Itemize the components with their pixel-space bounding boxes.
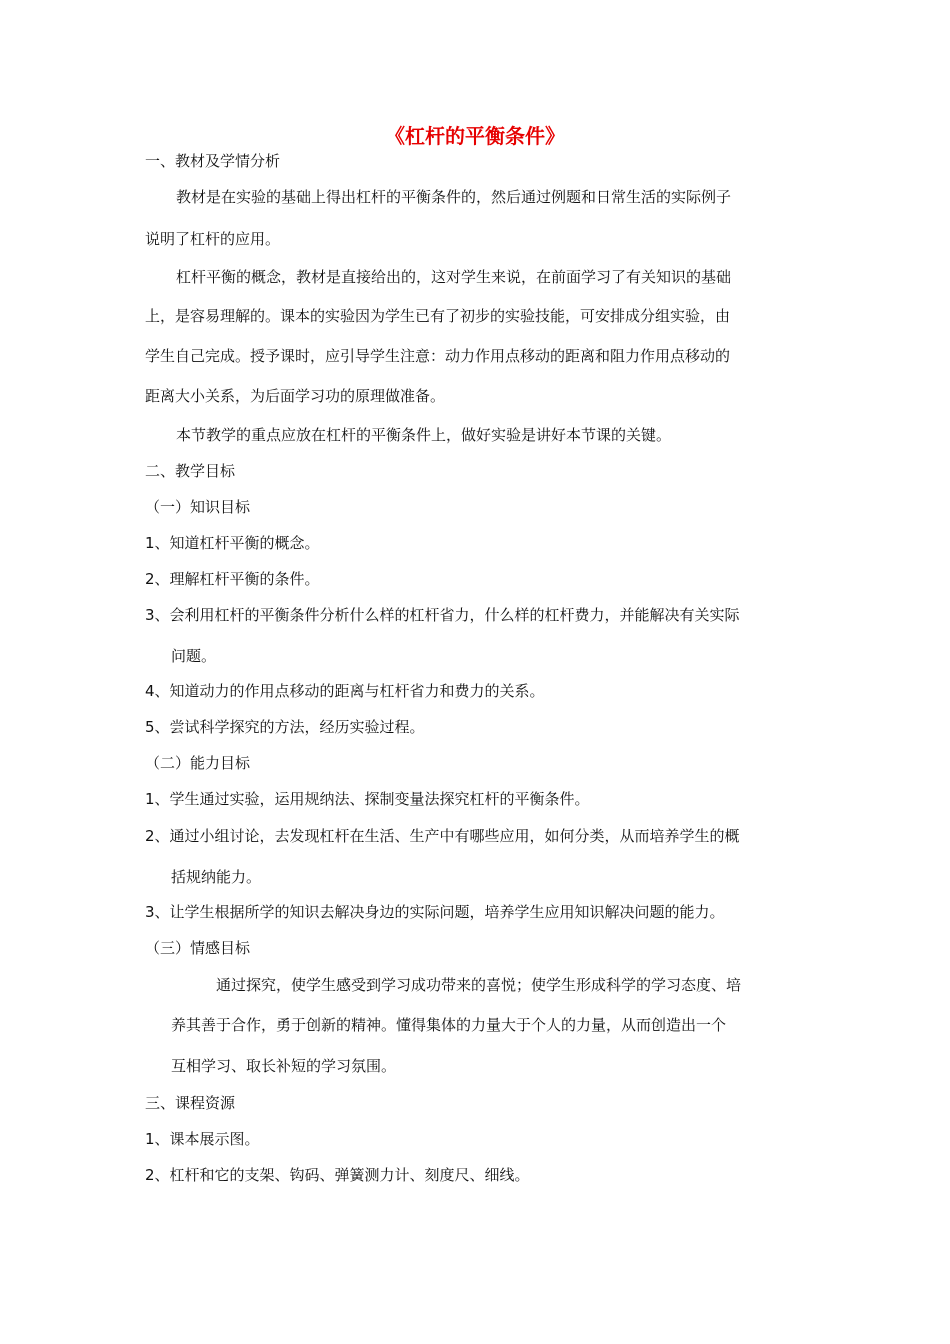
- list-item: 1、课本展示图。: [145, 1130, 260, 1148]
- list-item: 2、杠杆和它的支架、钩码、弹簧测力计、刻度尺、细线。: [145, 1166, 530, 1184]
- paragraph-line: 养其善于合作，勇于创新的精神。懂得集体的力量大于个人的力量，从而创造出一个: [171, 1016, 727, 1034]
- paragraph-line: 通过探究，使学生感受到学习成功带来的喜悦；使学生形成科学的学习态度、培: [216, 976, 742, 994]
- paragraph-line: 距离大小关系，为后面学习功的原理做准备。: [145, 387, 446, 405]
- paragraph-line: 说明了杠杆的应用。: [145, 230, 281, 248]
- section-heading-3: 三、课程资源: [145, 1094, 236, 1112]
- list-item: 2、通过小组讨论，去发现杠杆在生活、生产中有哪些应用，如何分类，从而培养学生的概: [145, 827, 740, 845]
- list-item: 5、尝试科学探究的方法，经历实验过程。: [145, 718, 425, 736]
- list-item-continuation: 括规纳能力。: [171, 868, 262, 886]
- document-title: 《杠杆的平衡条件》: [385, 124, 565, 148]
- list-item-continuation: 问题。: [171, 647, 217, 665]
- paragraph-line: 互相学习、取长补短的学习氛围。: [171, 1057, 397, 1075]
- subsection-heading: （二）能力目标: [145, 754, 251, 772]
- paragraph-line: 教材是在实验的基础上得出杠杆的平衡条件的，然后通过例题和日常生活的实际例子: [176, 188, 732, 206]
- section-heading-1: 一、教材及学情分析: [145, 152, 281, 170]
- list-item: 2、理解杠杆平衡的条件。: [145, 570, 320, 588]
- subsection-heading: （一）知识目标: [145, 498, 251, 516]
- paragraph-line: 本节教学的重点应放在杠杆的平衡条件上，做好实验是讲好本节课的关键。: [176, 426, 672, 444]
- list-item: 3、让学生根据所学的知识去解决身边的实际问题，培养学生应用知识解决问题的能力。: [145, 903, 725, 921]
- section-heading-2: 二、教学目标: [145, 462, 236, 480]
- paragraph-line: 上，是容易理解的。课本的实验因为学生已有了初步的实验技能，可安排成分组实验，由: [145, 307, 731, 325]
- list-item: 1、学生通过实验，运用规纳法、探制变量法探究杠杆的平衡条件。: [145, 790, 590, 808]
- paragraph-line: 杠杆平衡的概念，教材是直接给出的，这对学生来说，在前面学习了有关知识的基础: [176, 268, 732, 286]
- paragraph-line: 学生自己完成。授予课时，应引导学生注意：动力作用点移动的距离和阻力作用点移动的: [145, 347, 731, 365]
- subsection-heading: （三）情感目标: [145, 939, 251, 957]
- list-item: 1、知道杠杆平衡的概念。: [145, 534, 320, 552]
- list-item: 3、会利用杠杆的平衡条件分析什么样的杠杆省力，什么样的杠杆费力，并能解决有关实际: [145, 606, 740, 624]
- list-item: 4、知道动力的作用点移动的距离与杠杆省力和费力的关系。: [145, 682, 545, 700]
